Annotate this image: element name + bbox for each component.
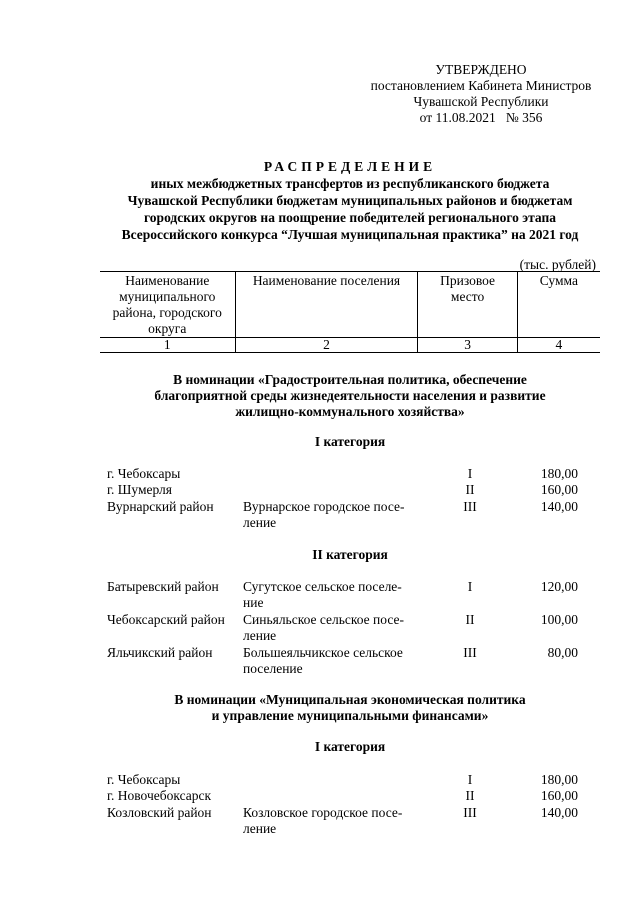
row-settlement-line: Вурнарское городское посе- [243,499,405,514]
row-settlement-line: Синьяльское сельское посе- [243,612,405,627]
nomination-title-line: и управление муниципальными финансами» [211,708,489,723]
row-settlement-line: Сугутское сельское поселе- [243,579,402,594]
header-place [418,272,517,338]
table-header [100,271,600,353]
category-title: I категория [314,434,386,449]
row-district: Яльчикский район [107,645,213,660]
approval-line-1: УТВЕРЖДЕНО [435,62,527,77]
category-title: I категория [314,739,386,754]
row-sum: 100,00 [540,612,578,627]
nomination-title-line: В номинации «Муниципальная экономическая политика [174,692,526,707]
row-sum: 80,00 [547,645,578,660]
col-number: 1 [100,338,235,353]
nomination-title [100,692,600,724]
row-sum: 160,00 [540,482,578,497]
nomination-title-line: В номинации «Градостроительная политика, обеспечение [173,372,527,387]
title-line-2: Чувашской Республики бюджетам муниципальных районов и бюджетам [127,193,573,208]
header-place-line: Призовое [440,273,496,288]
header-district-line: Наименование [125,273,210,288]
row-place: III [463,499,477,514]
title-line-1: иных межбюджетных трансфертов из республиканского бюджета [150,176,550,191]
header-district-line: округа [148,321,187,336]
col-number: 2 [235,338,418,353]
row-place: I [467,466,473,481]
approval-line-4: от 11.08.2021 № 356 [419,110,543,125]
row-place: I [467,579,473,594]
row-sum: 160,00 [540,788,578,803]
nomination-title-line: жилищно-коммунального хозяйства» [235,404,465,419]
row-settlement [243,499,419,531]
row-district: г. Новочебоксарск [107,788,212,803]
row-district: Вурнарский район [107,499,214,514]
approval-line-2: постановлением Кабинета Министров [370,78,592,93]
header-sum: Сумма [517,272,600,338]
title-line-3: городских округов на поощрение победителей регионального этапа [144,210,556,225]
row-district: г. Чебоксары [107,466,181,481]
row-settlement-line: поселение [243,661,303,676]
title-line-4: Всероссийского конкурса “Лучшая муниципальная практика” на 2021 год [121,227,579,242]
row-settlement-line: ние [243,595,264,610]
col-number: 4 [517,338,600,353]
row-district: г. Шумерля [107,482,173,497]
header-district-line: района, городского [112,305,222,320]
row-sum: 140,00 [540,499,578,514]
table-header-row [100,272,600,338]
row-sum: 180,00 [540,466,578,481]
document-title [90,158,610,243]
category-title: II категория [312,547,388,562]
title-heading: РАСПРЕДЕЛЕНИЕ [263,159,437,174]
nomination-title [100,372,600,420]
row-settlement-line: ление [243,515,277,530]
nomination-title-line: благоприятной среды жизнедеятельности населения и развитие [154,388,546,403]
row-district: Козловский район [107,805,212,820]
row-place: II [465,612,475,627]
header-place-line: место [450,289,485,304]
units-label: (тыс. рублей) [519,257,596,272]
header-district-line: муниципального [119,289,216,304]
row-district: Батыревский район [107,579,219,594]
row-place: I [467,772,473,787]
row-settlement-line: Большеяльчикское сельское [243,645,403,660]
approval-block [368,62,594,126]
row-place: II [465,788,475,803]
row-district: Чебоксарский район [107,612,225,627]
row-settlement [243,612,419,644]
row-place: III [463,645,477,660]
row-settlement-line: ление [243,821,277,836]
col-number: 3 [418,338,517,353]
header-settlement: Наименование поселения [235,272,418,338]
header-district [100,272,235,338]
row-district: г. Чебоксары [107,772,181,787]
row-sum: 180,00 [540,772,578,787]
row-settlement [243,579,419,611]
approval-line-3: Чувашской Республики [413,94,549,109]
row-place: II [465,482,475,497]
row-settlement [243,645,419,677]
row-settlement [243,805,419,837]
row-settlement-line: Козловское городское посе- [243,805,403,820]
row-settlement-line: ление [243,628,277,643]
row-place: III [463,805,477,820]
row-sum: 140,00 [540,805,578,820]
table-number-row [100,338,600,353]
row-sum: 120,00 [540,579,578,594]
